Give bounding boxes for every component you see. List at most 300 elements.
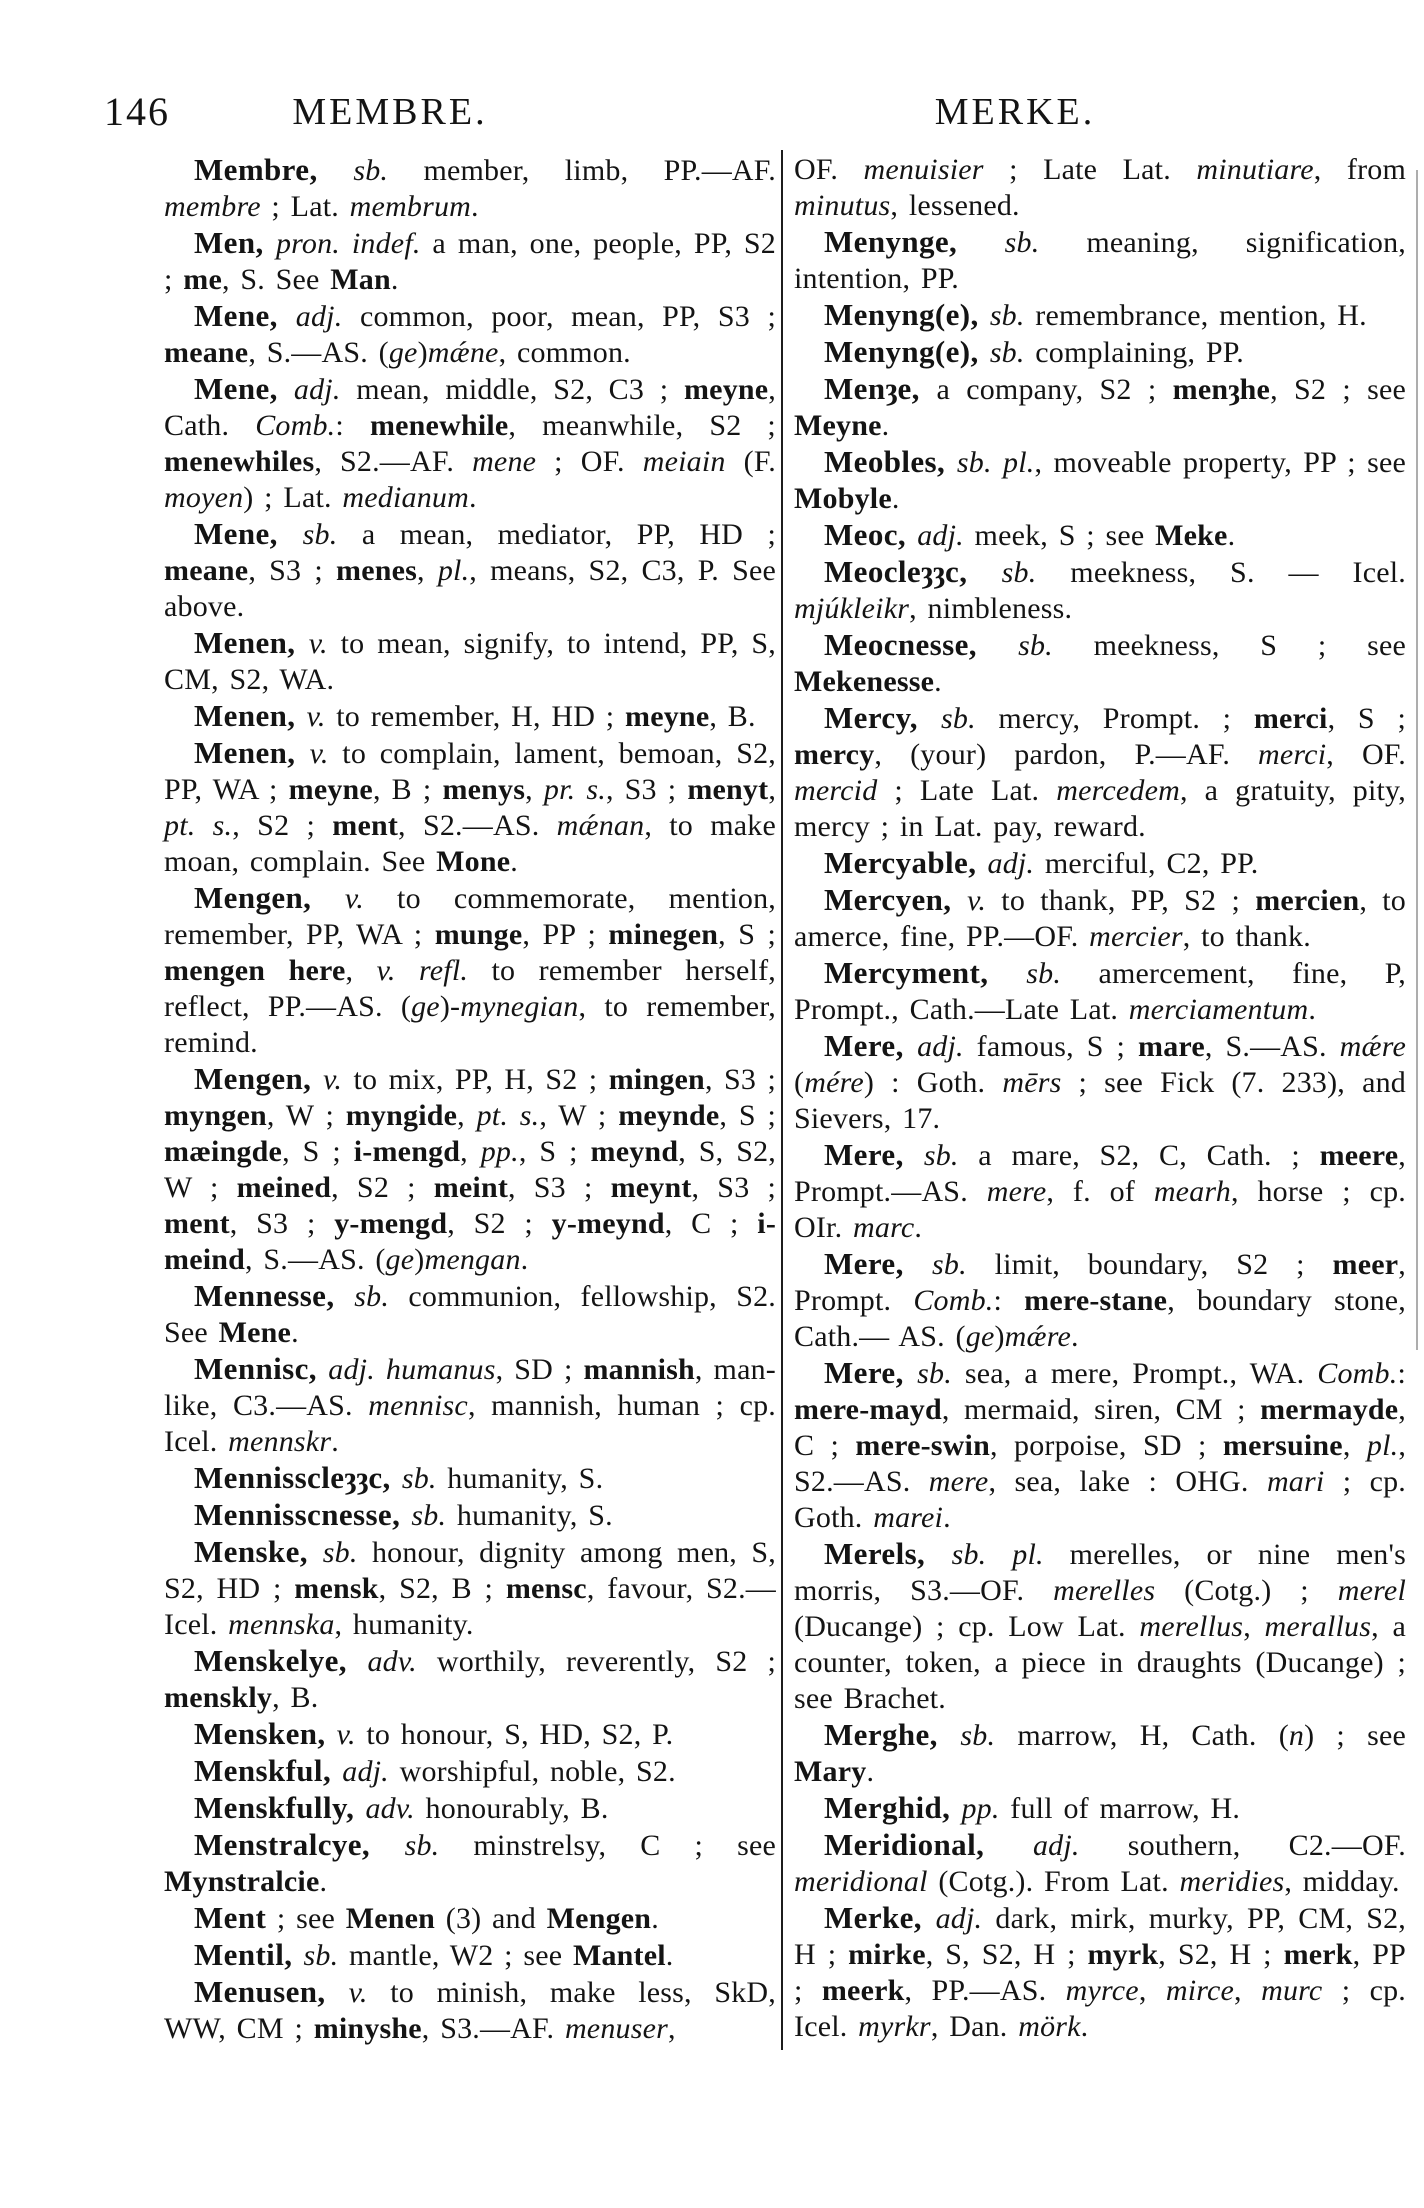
dictionary-entry [164,625,776,698]
headword: Mere, [824,1246,932,1281]
definition-text: . [469,481,477,514]
dictionary-entry [794,1028,1406,1137]
grammar-or-etymon: sb. [923,1139,959,1172]
definition-text: to commemorate, mention, remember, PP, WA ; [164,882,776,951]
headword: Menyng(e), [824,334,990,369]
headword: Merels, [824,1536,952,1571]
headword: Mere, [824,1028,918,1063]
definition-text: , humanity. [334,1608,474,1641]
variant-form: myrk [1087,1938,1159,1971]
dictionary-entry [794,955,1406,1028]
definition-text: , S2 ; [232,809,333,842]
headword: Men, [194,225,276,260]
variant-form: mermayde [1260,1393,1399,1426]
definition-text: )- [439,990,461,1023]
definition-text: , W ; [539,1099,619,1132]
definition-text: mean, middle, S2, C3 ; [340,373,684,406]
definition-text: , sea, lake : OHG. [988,1465,1267,1498]
grammar-or-etymon: menuisier [863,153,984,186]
definition-text: , favour, S2.—Icel. [164,1572,776,1641]
grammar-or-etymon: pl. [1366,1429,1399,1462]
definition-text: mantle, W2 ; see [338,1939,573,1972]
variant-form: meined [236,1171,332,1204]
definition-text: ( [794,1066,805,1099]
headword: Menskful, [194,1753,343,1788]
definition-text: worthily, reverently, S2 ; [416,1645,776,1678]
definition-text: , [457,1099,477,1132]
definition-text: meekness, S ; see [1052,629,1406,662]
headword: Mere, [824,1137,924,1172]
dictionary-entry [794,1536,1406,1717]
variant-form: i-meind [164,1207,777,1276]
definition-text: to remember, H, HD ; [325,700,626,733]
grammar-or-etymon: membre [164,190,261,223]
definition-text: , S.—AS. [1204,1030,1340,1063]
headword: Mennesse, [194,1278,355,1313]
definition-text: , [1342,1429,1367,1462]
grammar-or-etymon: sb. [989,336,1025,369]
definition-text: honour, dignity among men, S, S2, HD ; [164,1536,776,1605]
definition-text: to minish, make less, SkD, WW, CM ; [164,1976,777,2045]
dictionary-entry [164,1497,776,1534]
grammar-or-etymon: mercedem [1056,774,1180,807]
dictionary-entry [164,1974,776,2047]
headword: Menen, [194,698,307,733]
definition-text: , man-like, C3.—AS. [164,1353,776,1422]
variant-form: menȝhe [1172,373,1271,406]
definition-text: merciful, C2, PP. [1034,847,1259,880]
dictionary-entry [164,1061,776,1278]
variant-form: munge [434,918,523,951]
headword: Mene, [194,516,303,551]
column-right [794,152,1406,2045]
definition-text: , S2 ; [447,1207,552,1240]
definition-text: , B ; [372,773,443,806]
dictionary-entry [794,1790,1406,1827]
definition-text: , S2.—AS. [398,809,557,842]
headword: Mene, [194,371,294,406]
grammar-or-etymon: mengan [424,1243,521,1276]
definition-text: . [665,1939,674,1972]
definition-text: , from [1313,153,1407,186]
definition-text: , [1234,1974,1262,2007]
definition-text: , Prompt. [794,1248,1406,1317]
definition-text: a man, one, people, PP, S2 ; [164,227,776,296]
definition-text: , S2.—AF. [314,445,473,478]
headword: Merke, [824,1900,936,1935]
headword: Menskelye, [194,1643,368,1678]
grammar-or-etymon: adj. [342,1755,389,1788]
definition-text: a mean, mediator, PP, HD ; [337,518,776,551]
definition-text: a mare, S2, C, Cath. ; [958,1139,1320,1172]
headword: Mercyen, [824,882,968,917]
definition-text: , S2, H ; [1158,1938,1284,1971]
definition-text: , [417,554,438,587]
grammar-or-etymon: v. [309,737,329,770]
grammar-or-etymon: sb. [322,1536,358,1569]
variant-form: menys [442,773,526,806]
definition-text: . [319,1865,328,1898]
definition-text: . [390,263,399,296]
variant-form: meynde [618,1099,720,1132]
variant-form: menyt [687,773,769,806]
definition-text: . [510,845,518,878]
definition-text: , [768,773,777,806]
variant-form: meyne [683,373,769,406]
definition-text: (Cotg.) ; [1155,1574,1338,1607]
grammar-or-etymon: adj. [917,1030,964,1063]
definition-text: , PP ; [794,1938,1406,2007]
variant-form: Mary [794,1755,867,1788]
dictionary-entry [794,700,1406,845]
grammar-or-etymon: sb. [1018,629,1053,662]
grammar-or-etymon: v. [306,700,326,733]
dictionary-entry [164,1716,776,1753]
variant-form: meer [1332,1248,1399,1281]
definition-text: ) [994,1320,1005,1353]
variant-form: meint [433,1171,509,1204]
running-head-right: MERKE. [934,91,1096,133]
definition-text: full of marrow, H. [999,1792,1241,1825]
variant-form: mercien [1255,884,1360,917]
grammar-or-etymon: sb. pl. [951,1538,1044,1571]
grammar-or-etymon: minutiare [1196,153,1314,186]
definition-text: , [1243,1610,1265,1643]
dictionary-entry [164,880,776,1061]
grammar-or-etymon: menuser [564,2012,668,2045]
definition-text: ) [414,1243,425,1276]
variant-form: mingen [608,1063,705,1096]
variant-form: menes [336,554,417,587]
definition-text: complaining, PP. [1024,336,1245,369]
definition-text: , S ; [282,1135,354,1168]
definition-text: , [460,1135,481,1168]
definition-text: a company, S2 ; [936,373,1173,406]
variant-form: mercy [794,738,875,771]
definition-text: (F. [725,445,776,478]
headword: Meocnesse, [824,627,1019,662]
definition-text: humanity, S. [436,1462,604,1495]
grammar-or-etymon: minutus [794,189,891,222]
dictionary-entry [794,444,1406,517]
definition-text: , means, S2, C3, P. See above. [164,554,776,623]
grammar-or-etymon: myrkr [858,2010,931,2043]
grammar-or-etymon: adv. [365,1792,415,1825]
definition-text: , SD ; [495,1353,584,1386]
grammar-or-etymon: mērs [1002,1066,1062,1099]
grammar-or-etymon: adj. [987,847,1035,880]
grammar-or-etymon: mörk [1018,2010,1081,2043]
dictionary-entry [164,1937,776,1974]
grammar-or-etymon: sb. pl. [956,446,1035,479]
variant-form: menewhiles [164,445,315,478]
definition-text: , meanwhile, S2 ; [508,409,776,442]
definition-text: ; see Fick (7. 233), and Sievers, 17. [794,1066,1406,1135]
grammar-or-etymon: mere [986,1175,1047,1208]
definition-text: . [891,482,900,515]
definition-text: . [1227,519,1236,552]
headword: Menskfully, [194,1790,366,1825]
definition-text: , to amerce, fine, PP.—OF. [794,884,1406,953]
grammar-or-etymon: moyen [164,481,244,514]
definition-text: , S ; [1327,702,1406,735]
grammar-or-etymon: Comb. [913,1284,994,1317]
variant-form: me [183,263,222,296]
definition-text: . [943,1501,951,1534]
headword: Membre, [194,152,354,187]
column-left [164,152,776,2047]
grammar-or-etymon: mǽnan [556,809,645,842]
grammar-or-etymon: ge [388,336,418,369]
definition-text: to thank, PP, S2 ; [986,884,1256,917]
dictionary-entry [794,152,1406,224]
grammar-or-etymon: pron. indef. [275,227,421,260]
definition-text: to complain, lament, bemoan, S2, PP, WA ; [164,737,776,806]
headword: Menȝe, [824,371,937,406]
variant-form: mere-stane [1024,1284,1168,1317]
grammar-or-etymon: marc [853,1211,915,1244]
grammar-or-etymon: sb. [401,1462,437,1495]
variant-form: mensk [294,1572,379,1605]
variant-form: merk [1283,1938,1353,1971]
definition-text: . [1308,993,1317,1026]
definition-text: , W ; [266,1099,346,1132]
dictionary-entry [794,297,1406,334]
definition-text: , mermaid, siren, CM ; [941,1393,1261,1426]
variant-form: Meke [1155,519,1228,552]
headword: Merghid, [824,1790,962,1825]
dictionary-entry [794,627,1406,700]
grammar-or-etymon: pt. s. [476,1099,540,1132]
definition-text: , common. [498,336,631,369]
definition-text: , a gratuity, pity, mercy ; in Lat. pay, reward. [794,774,1407,843]
grammar-or-etymon: adj. [295,300,343,333]
variant-form: Mene [218,1316,292,1349]
definition-text: ; cp. Goth. [794,1465,1407,1534]
variant-form: Menen [345,1902,436,1935]
definition-text: . [291,1316,299,1349]
grammar-or-etymon: ge [965,1320,995,1353]
definition-text: , PP ; [522,918,609,951]
variant-form: mæingde [164,1135,283,1168]
grammar-or-etymon: merelles [1053,1574,1156,1607]
definition-text: . [866,1755,875,1788]
variant-form: mere-swin [855,1429,990,1462]
dictionary-entry [164,1351,776,1460]
grammar-or-etymon: ge [411,990,440,1023]
definition-text: , S ; [719,1099,776,1132]
dictionary-entry [794,554,1406,627]
headword: Menske, [194,1534,323,1569]
dictionary-entry [794,1246,1406,1355]
grammar-or-etymon: sb. [1004,226,1040,259]
grammar-or-etymon: mercier [1089,920,1183,953]
definition-text: ; cp. Icel. [794,1974,1407,2043]
definition-text: . [881,409,890,442]
dictionary-entry [164,735,776,880]
grammar-or-etymon: sb. [302,518,338,551]
definition-text: member, limb, PP.—AF. [388,154,776,187]
definition-text: , to thank. [1182,920,1311,953]
variant-form: Mynstralcie [164,1865,320,1898]
definition-text: amercement, fine, P, Prompt., Cath.—Late Lat. [794,957,1406,1026]
grammar-or-etymon: ge [385,1243,415,1276]
variant-form: meyne [288,773,373,806]
variant-form: Meyne [794,409,882,442]
grammar-or-etymon: pt. s. [164,809,233,842]
grammar-or-etymon: mynegian [460,990,579,1023]
headword: Menen, [194,625,309,660]
definition-text: meekness, S. — Icel. [1036,556,1406,589]
headword: Mengen, [194,880,345,915]
definition-text: , S3 ; [248,554,337,587]
headword: Mercyable, [824,845,988,880]
definition-text: , mannish, human ; cp. Icel. [164,1389,776,1458]
grammar-or-etymon: sb. [303,1939,339,1972]
grammar-or-etymon: v. [344,882,364,915]
variant-form: mirke [848,1938,926,1971]
definition-text: humanity, S. [446,1499,613,1532]
definition-text: : [1397,1357,1406,1390]
variant-form: Mobyle [794,482,892,515]
definition-text: , S ; [718,918,776,951]
headword: Mercyment, [824,955,1027,990]
definition-text: . [914,1211,923,1244]
column-divider [781,150,783,2050]
definition-text: , midday. [1284,1865,1400,1898]
dictionary-entry [794,1900,1406,2045]
definition-text: , S3 ; [508,1171,611,1204]
definition-text [375,1353,386,1386]
definition-text: , [1138,1974,1166,2007]
dictionary-entry [164,298,776,371]
grammar-or-etymon: mǽne [427,336,499,369]
definition-text: ; Late Lat. [877,774,1057,807]
grammar-or-etymon: merellus [1139,1610,1244,1643]
dictionary-entry [794,1827,1406,1900]
headword: Meridional, [824,1827,1033,1862]
headword: Mene, [194,298,296,333]
headword: Mengen, [194,1061,324,1096]
headword: Mere, [824,1355,918,1390]
headword: Mensken, [194,1716,337,1751]
variant-form: menewhile [369,409,509,442]
definition-text: , moveable property, PP ; see [1034,446,1407,479]
dictionary-entry [164,516,776,625]
grammar-or-etymon: mére [804,1066,864,1099]
definition-text: common, poor, mean, PP, S3 ; [342,300,777,333]
headword: Menynge, [824,224,1005,259]
definition-text: mercy, Prompt. ; [975,702,1254,735]
definition-text: , S2.—AS. [794,1429,1407,1498]
variant-form: mengen here [164,954,346,987]
running-head-left: MEMBRE. [292,91,488,133]
headword: Menstralcye, [194,1827,405,1862]
definition-text: famous, S ; [963,1030,1138,1063]
definition-text: , S2 ; [331,1171,434,1204]
dictionary-entry [164,1460,776,1497]
grammar-or-etymon: pp. [961,1792,1000,1825]
grammar-or-etymon: mǽre [1004,1320,1072,1353]
grammar-or-etymon: v. [967,884,987,917]
definition-text: : [993,1284,1025,1317]
grammar-or-etymon: humanus [385,1353,496,1386]
variant-form: myngide [345,1099,458,1132]
grammar-or-etymon: mirce [1165,1974,1235,2007]
definition-text: meaning, signification, intention, PP. [794,226,1406,295]
variant-form: mensc [505,1572,587,1605]
definition-text: ) ; Lat. [243,481,343,514]
definition-text: (Cotg.). From Lat. [927,1865,1180,1898]
variant-form: meerk [821,1974,905,2007]
variant-form: meane [164,554,249,587]
grammar-or-etymon: mere [928,1465,989,1498]
variant-form: Mone [436,845,511,878]
definition-text: . [520,1243,529,1276]
definition-text: , S3 ; [704,1063,776,1096]
definition-text: , S.—AS. ( [245,1243,386,1276]
headword: Menen, [194,735,310,770]
grammar-or-etymon: v. [336,1718,356,1751]
definition-text: . [1080,2010,1089,2043]
dictionary-entry [794,882,1406,955]
definition-text: limit, boundary, S2 ; [966,1248,1333,1281]
definition-text: remembrance, mention, H. [1024,299,1367,332]
grammar-or-etymon: marei [873,1501,944,1534]
definition-text: ; OF. [536,445,643,478]
variant-form: mannish [583,1353,695,1386]
definition-text: , nimbleness. [909,592,1073,625]
dictionary-entry [164,1534,776,1643]
scan-edge-artifact [1416,170,1418,1350]
variant-form: mersuine [1222,1429,1343,1462]
dictionary-entry [794,517,1406,554]
grammar-or-etymon: adj. [328,1353,375,1386]
variant-form: minyshe [313,2012,422,2045]
dictionary-entry [794,224,1406,297]
definition-text: , [345,954,377,987]
variant-form: menskly [164,1681,273,1714]
grammar-or-etymon: mennskr [228,1425,332,1458]
grammar-or-etymon: v. [308,627,328,660]
definition-text: to mean, signify, to intend, PP, S, CM, S2, WA. [164,627,776,696]
grammar-or-etymon: mearh [1153,1175,1231,1208]
definition-text: ; Late Lat. [983,153,1197,186]
page-number: 146 [104,89,170,134]
grammar-or-etymon: adv. [367,1645,417,1678]
grammar-or-etymon: membrum [349,190,472,223]
headword: Meobles, [824,444,957,479]
variant-form: ment [332,809,399,842]
dictionary-entry [164,698,776,735]
headword: Meocleȝȝc, [824,554,1002,589]
grammar-or-etymon: adj. [1032,1829,1080,1862]
grammar-or-etymon: sb. [941,702,976,735]
definition-text: , S ; [518,1135,591,1168]
definition-text: , PP.—AS. [904,1974,1066,2007]
grammar-or-etymon: murc [1261,1974,1323,2007]
definition-text: , [667,2012,676,2045]
dictionary-entry [794,334,1406,371]
dictionary-entry [794,845,1406,882]
definition-text: (3) and [435,1902,547,1935]
headword: Merghe, [824,1717,961,1752]
grammar-or-etymon: sb. [353,154,389,187]
headword: Menyng(e), [824,297,990,332]
grammar-or-etymon: sb. [932,1248,967,1281]
definition-text: southern, C2.—OF. [1079,1829,1407,1862]
dictionary-entry [164,1753,776,1790]
